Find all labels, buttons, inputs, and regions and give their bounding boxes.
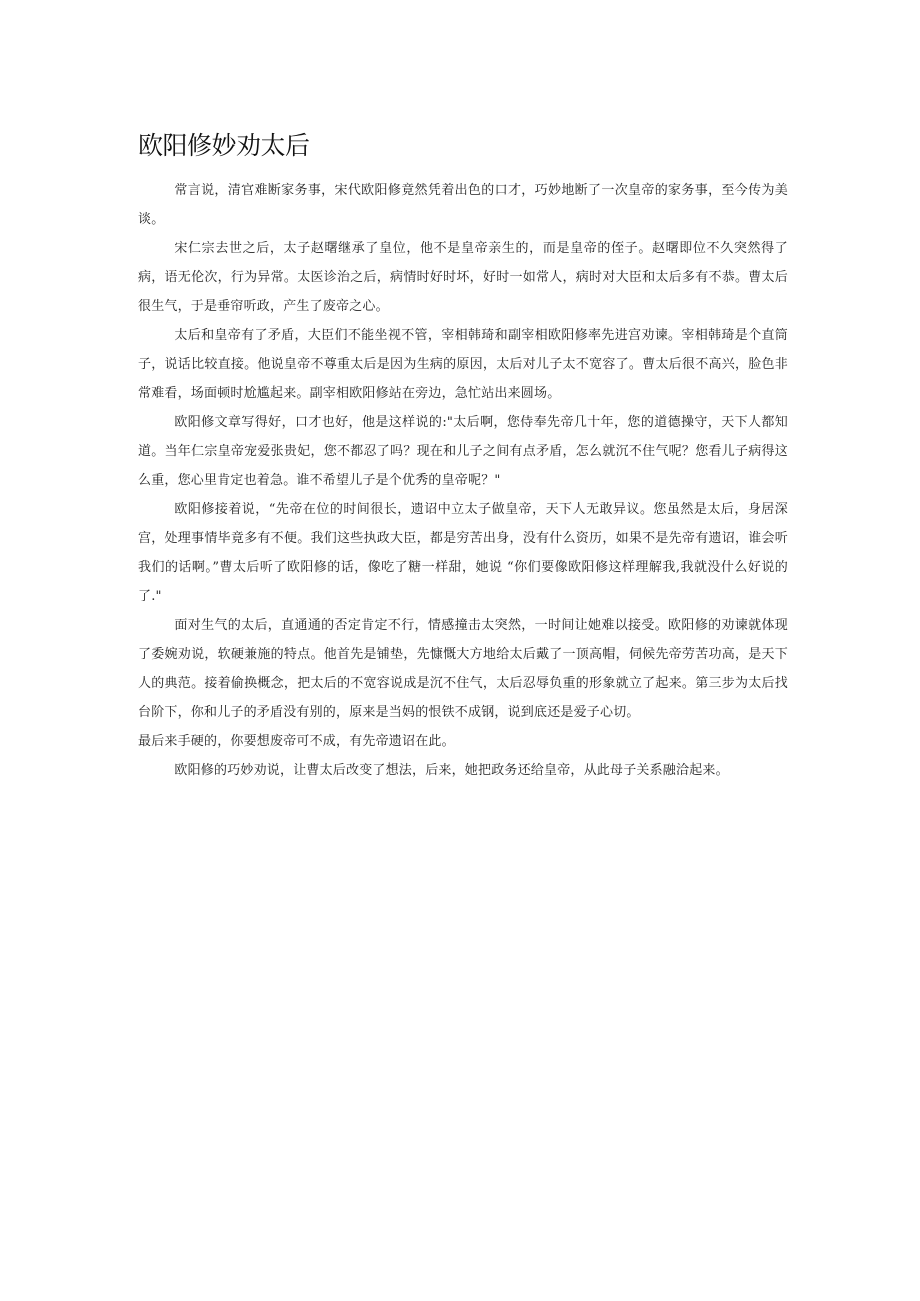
paragraph: 欧阳修的巧妙劝说，让曹太后改变了想法，后来，她把政务还给皇帝，从此母子关系融洽起来。 bbox=[174, 763, 729, 778]
paragraph: 宋仁宗去世之后，太子赵曙继承了皇位，他不是皇帝亲生的，而是皇帝的侄子。赵曙即位不久突然得了病，语无伦次，行为异常。太医诊治之后，病情时好时坏，好时一如常人，病时对大臣和太后多有不恭。曹太后很生气，于是垂帘听政，产生了废帝之心。 bbox=[138, 241, 788, 314]
page-title: 欧阳修妙劝太后 bbox=[138, 131, 310, 160]
paragraph: 面对生气的太后，直通通的否定肯定不行，情感撞击太突然，一时间让她难以接受。欧阳修的劝谏就体现了委婉劝说，软硬兼施的特点。他首先是铺垫，先慷慨大方地给太后戴了一顶高帽，伺候先帝劳苦功高，是天下人的典范。接着偷换概念，把太后的不宽容说成是沉不住气，太后忍辱负重的形象就立了起来。第三步为太后找台阶下，你和儿子的矛盾没有别的，原来是当妈的恨铁不成钢，说到底还是爱子心切。 bbox=[138, 618, 788, 720]
article bbox=[138, 128, 788, 785]
paragraph: 常言说，清官难断家务事，宋代欧阳修竟然凭着出色的口才，巧妙地断了一次皇帝的家务事，至今传为美谈。 bbox=[138, 183, 788, 227]
paragraph: 欧阳修接着说，“先帝在位的时间很长，遗诏中立太子做皇帝，天下人无敢异议。您虽然是太后，身居深宫，处理事情毕竟多有不便。我们这些执政大臣，都是穷苦出身，没有什么资历，如果不是先帝有遗诏，谁会听我们的话啊。”曹太后听了欧阳修的话，像吃了糖一样甜，她说 “你们要像欧阳修这样理解我,我就没什么好说的了." bbox=[138, 502, 788, 604]
paragraph: 欧阳修文章写得好，口才也好，他是这样说的:"太后啊，您侍奉先帝几十年，您的道德操守，天下人都知道。当年仁宗皇帝宠爱张贵妃，您不都忍了吗？现在和儿子之间有点矛盾，怎么就沉不住气呢？您看儿子病得这么重，您心里肯定也着急。谁不希望儿子是个优秀的皇帝呢？" bbox=[138, 415, 788, 488]
paragraph: 太后和皇帝有了矛盾，大臣们不能坐视不管，宰相韩琦和副宰相欧阳修率先进宫劝谏。宰相韩琦是个直筒子，说话比较直接。他说皇帝不尊重太后是因为生病的原因，太后对儿子太不宽容了。曹太后很不高兴，脸色非常难看，场面顿时尬尴起来。副宰相欧阳修站在旁边，急忙站出来圆场。 bbox=[138, 328, 788, 401]
paragraph: 最后来手硬的，你要想废帝可不成，有先帝遗诏在此。 bbox=[138, 734, 455, 749]
